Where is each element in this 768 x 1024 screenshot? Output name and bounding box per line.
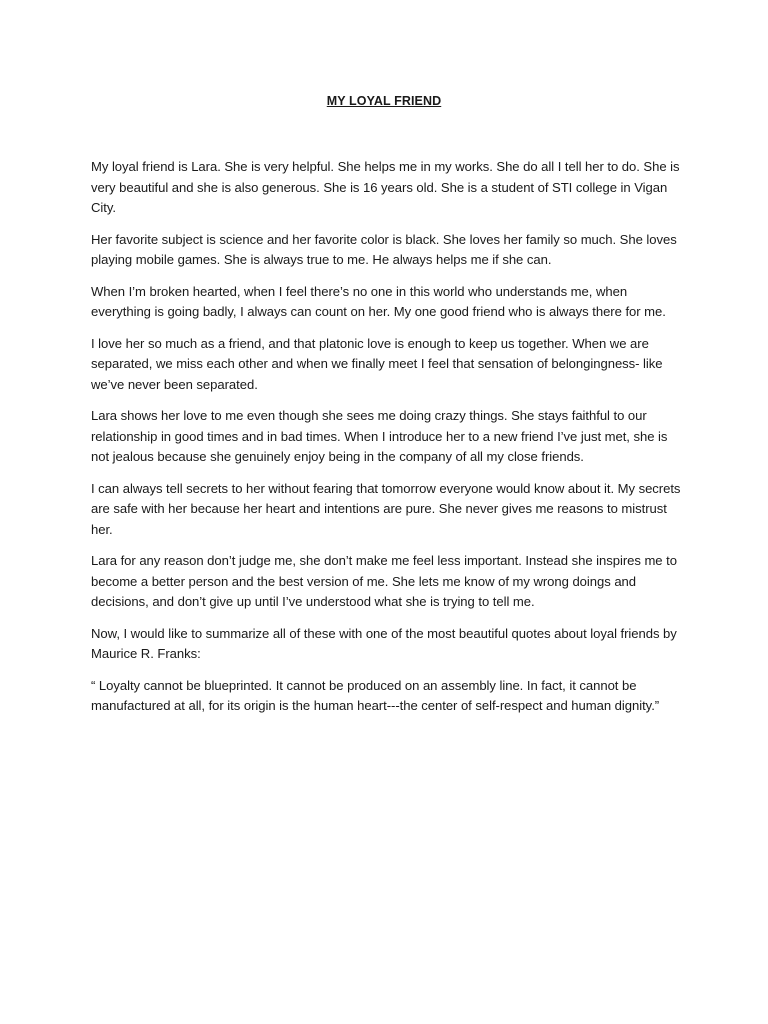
document-body (91, 157, 681, 728)
paragraph-favorites: Her favorite subject is science and her favorite color is black. She loves her family so much. She loves playing mobile games. She is always true to me. He always helps me if she can. (91, 231, 677, 267)
paragraph-secrets: I can always tell secrets to her without fearing that tomorrow everyone would know about it. My secrets are safe with her because her heart and intentions are pure. She never gives me reasons to mistrust her. (91, 480, 681, 537)
document-title: MY LOYAL FRIEND (326, 94, 442, 108)
paragraph-broken-hearted: When I’m broken hearted, when I feel there’s no one in this world who understands me, when everything is going badly, I always can count on her. My one good friend who is always there for me. (91, 283, 666, 319)
paragraph-summary: Now, I would like to summarize all of these with one of the most beautiful quotes about loyal friends by Maurice R. Franks: (91, 625, 677, 661)
paragraph-no-judging: Lara for any reason don’t judge me, she don’t make me feel less important. Instead she inspires me to become a better person and the best version of me. She lets me know of my wrong doings and decisions, and don’t give up until I’ve understood what she is trying to tell me. (91, 553, 677, 609)
paragraph-platonic-love: I love her so much as a friend, and that platonic love is enough to keep us together. When we are separated, we miss each other and when we finally meet I feel that sensation of belongingness- like we’ve never been separated. (91, 335, 663, 392)
paragraph-quote: “ Loyalty cannot be blueprinted. It cannot be produced on an assembly line. In fact, it cannot be manufactured at all, for its origin is the human heart---the center of self-respect and human dignity.” (91, 677, 660, 713)
paragraph-faithful: Lara shows her love to me even though she sees me doing crazy things. She stays faithful to our relationship in good times and in bad times. When I introduce her to a new friend I’ve just met, she is not jealous because she genuinely enjoy being in the company of all my close friends. (91, 408, 668, 464)
paragraph-intro: My loyal friend is Lara. She is very helpful. She helps me in my works. She do all I tell her to do. She is very beautiful and she is also generous. She is 16 years old. She is a student of STI college in Vigan City. (91, 159, 680, 215)
